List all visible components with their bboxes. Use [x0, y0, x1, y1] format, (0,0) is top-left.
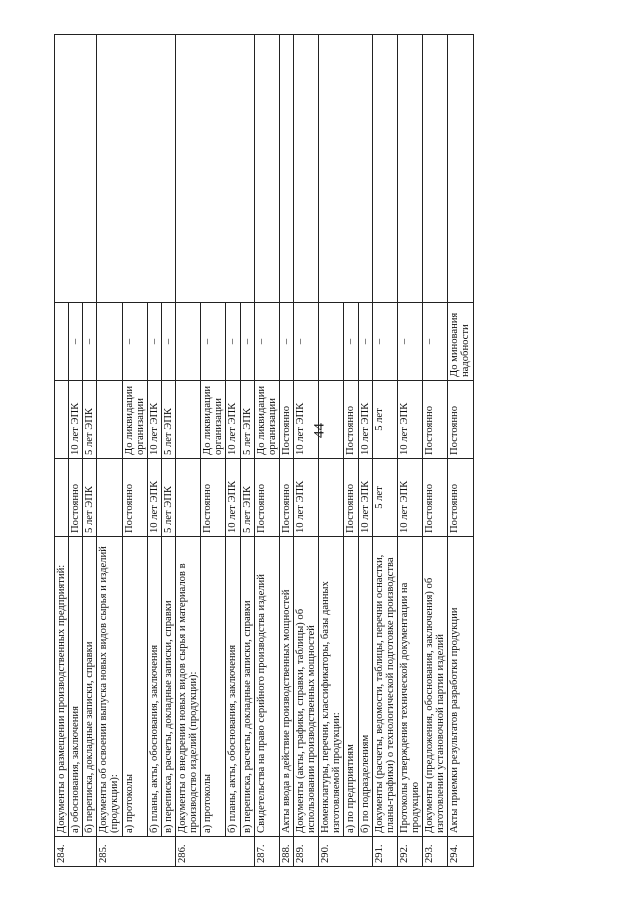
retention-cell: Постоянно	[423, 381, 448, 459]
notes-cell	[423, 35, 448, 303]
retention-cell: –	[279, 303, 293, 381]
table-row	[319, 35, 344, 867]
row-number: 286.	[175, 837, 254, 867]
item-label: Свидетельства на право серийного производства изделий	[254, 537, 279, 837]
table-row	[423, 35, 448, 867]
retention-cell: –	[201, 303, 226, 381]
table-row	[175, 35, 200, 867]
row-number: 290.	[319, 837, 372, 867]
row-number: 293.	[423, 837, 448, 867]
item-label: б) по подразделениям	[358, 537, 372, 837]
retention-cell: 5 лет ЭПК	[240, 459, 254, 537]
row-number: 284.	[55, 837, 97, 867]
notes-cell	[97, 35, 176, 303]
table-row	[448, 35, 473, 867]
retention-cell: –	[147, 303, 161, 381]
notes-cell	[293, 35, 318, 303]
retention-cell: До минования надобности	[448, 303, 473, 381]
retention-cell: –	[423, 303, 448, 381]
retention-cell: 5 лет ЭПК	[161, 381, 175, 459]
item-label: Документы (расчеты, ведомости, таблицы, перечни оснастки, планы-графики) о технологической подготовке производства	[372, 537, 397, 837]
table-row	[372, 35, 397, 867]
item-label: Акты ввода в действие производственных мощностей	[279, 537, 293, 837]
row-number: 292.	[397, 837, 422, 867]
retention-cell: –	[344, 303, 358, 381]
row-title: Документы об освоении выпуска новых видов сырья и изделий (продукции):	[97, 537, 122, 837]
table-row	[97, 35, 122, 867]
row-number: 291.	[372, 837, 397, 867]
row-number: 285.	[97, 837, 176, 867]
notes-cell	[175, 35, 254, 303]
retention-cell: 5 лет ЭПК	[83, 459, 97, 537]
retention-cell: До ликвидации организации	[122, 381, 147, 459]
retention-cell: 10 лет ЭПК	[226, 381, 240, 459]
retention-cell: –	[293, 303, 318, 381]
retention-cell: Постоянно	[448, 381, 473, 459]
item-label: а) по предприятиям	[344, 537, 358, 837]
item-label: а) обоснования, заключения	[69, 537, 83, 837]
retention-cell: Постоянно	[344, 459, 358, 537]
retention-cell: 5 лет ЭПК	[83, 381, 97, 459]
page-number: 44	[311, 423, 328, 438]
retention-cell: 5 лет ЭПК	[161, 459, 175, 537]
retention-cell: 10 лет ЭПК	[147, 459, 161, 537]
retention-cell: Постоянно	[69, 459, 83, 537]
retention-cell: –	[122, 303, 147, 381]
row-number: 287.	[254, 837, 279, 867]
retention-table	[54, 34, 474, 867]
retention-cell: Постоянно	[254, 459, 279, 537]
retention-cell: Постоянно	[122, 459, 147, 537]
retention-cell: Постоянно	[344, 381, 358, 459]
retention-cell: До ликвидации организации	[201, 381, 226, 459]
retention-cell: 10 лет ЭПК	[147, 381, 161, 459]
item-label: б) планы, акты, обоснования, заключения	[226, 537, 240, 837]
retention-cell: 10 лет ЭПК	[397, 381, 422, 459]
retention-cell: 5 лет ЭПК	[240, 381, 254, 459]
notes-cell	[397, 35, 422, 303]
retention-cell: 5 лет	[372, 459, 397, 537]
table-row	[279, 35, 293, 867]
item-label: в) переписка, расчеты, докладные записки, справки	[161, 537, 175, 837]
item-label: Протоколы утверждения технической документации на продукцию	[397, 537, 422, 837]
retention-cell: 10 лет ЭПК	[397, 459, 422, 537]
retention-cell: –	[372, 303, 397, 381]
retention-cell: 10 лет ЭПК	[293, 381, 318, 459]
row-number: 289.	[293, 837, 318, 867]
retention-cell: –	[358, 303, 372, 381]
item-label: а) протоколы	[122, 537, 147, 837]
row-title: Номенклатуры, перечни, классификаторы, базы данных изготовляемой продукции:	[319, 537, 344, 837]
notes-cell	[319, 35, 372, 303]
table-row	[254, 35, 279, 867]
retention-cell: Постоянно	[279, 381, 293, 459]
notes-cell	[55, 35, 97, 303]
notes-cell	[254, 35, 279, 303]
retention-cell: 10 лет ЭПК	[358, 381, 372, 459]
retention-cell: –	[397, 303, 422, 381]
item-label: Документы (предложения, обоснования, заключения) об изготовлении установочной партии изделий	[423, 537, 448, 837]
retention-cell: Постоянно	[279, 459, 293, 537]
retention-cell: –	[226, 303, 240, 381]
item-label: б) планы, акты, обоснования, заключения	[147, 537, 161, 837]
notes-cell	[372, 35, 397, 303]
item-label: Акты приемки результатов разработки продукции	[448, 537, 473, 837]
retention-cell: –	[240, 303, 254, 381]
row-title: Документы о внедрении новых видов сырья и материалов в производство изделий (продукции):	[175, 537, 200, 837]
retention-cell: Постоянно	[423, 459, 448, 537]
retention-cell: Постоянно	[201, 459, 226, 537]
retention-cell: 10 лет ЭПК	[226, 459, 240, 537]
retention-cell: 10 лет ЭПК	[358, 459, 372, 537]
row-number: 294.	[448, 837, 473, 867]
retention-cell: –	[254, 303, 279, 381]
retention-cell: До ликвидации организации	[254, 381, 279, 459]
item-label: в) переписка, расчеты, докладные записки, справки	[240, 537, 254, 837]
table-row	[293, 35, 318, 867]
rotated-table-container	[54, 35, 586, 867]
item-label: а) протоколы	[201, 537, 226, 837]
row-number: 288.	[279, 837, 293, 867]
retention-cell: 5 лет	[372, 381, 397, 459]
row-title: Документы о размещении производственных предприятий:	[55, 537, 69, 837]
notes-cell	[279, 35, 293, 303]
notes-cell	[448, 35, 473, 303]
item-label: Документы (акты, графики, справки, таблицы) об использовании производственных мощностей	[293, 537, 318, 837]
item-label: б) переписка, докладные записки, справки	[83, 537, 97, 837]
retention-cell: –	[161, 303, 175, 381]
table-row	[397, 35, 422, 867]
table-row	[55, 35, 69, 867]
retention-cell: –	[69, 303, 83, 381]
retention-cell: –	[83, 303, 97, 381]
retention-cell: Постоянно	[448, 459, 473, 537]
retention-cell: 10 лет ЭПК	[293, 459, 318, 537]
retention-cell: 10 лет ЭПК	[69, 381, 83, 459]
